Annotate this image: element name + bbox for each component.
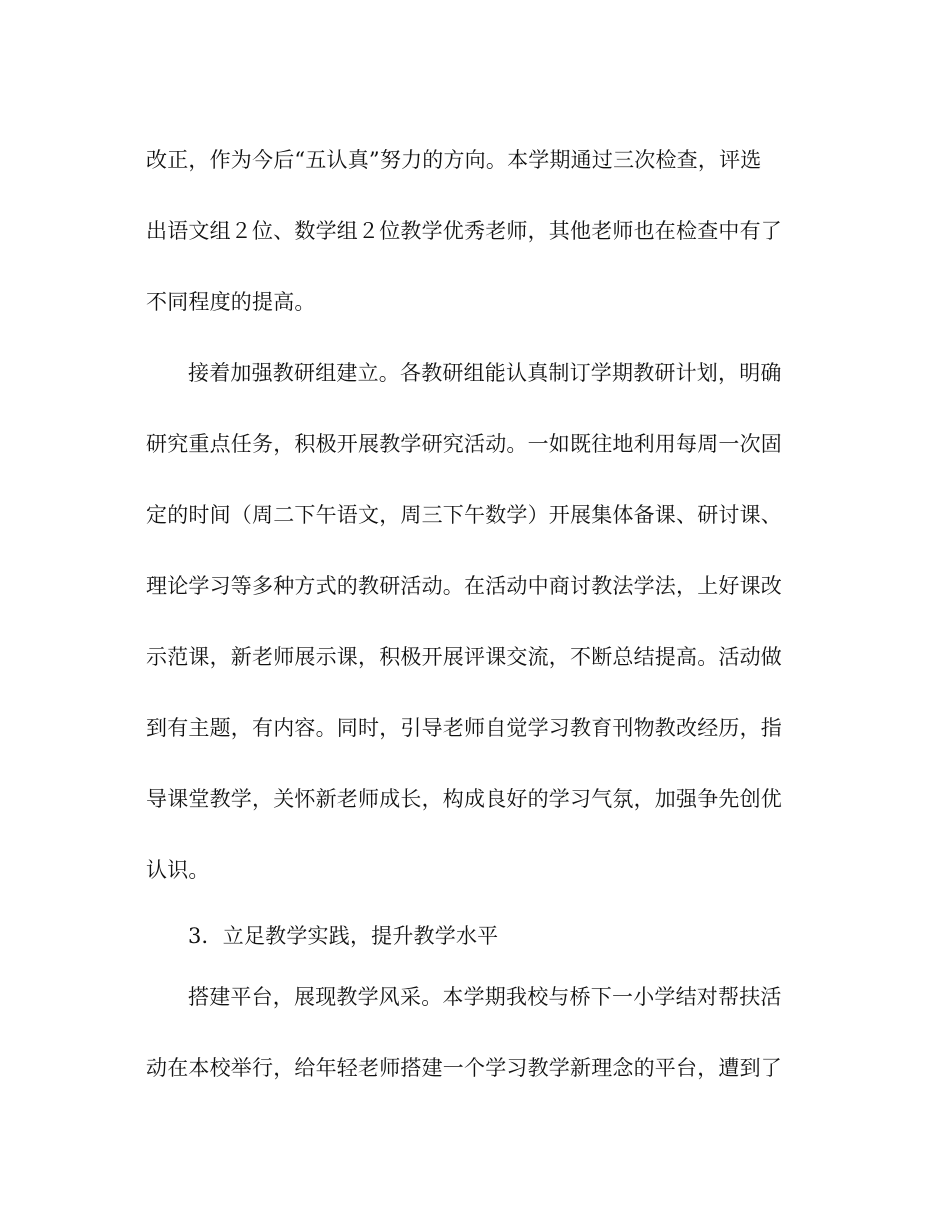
text-line: 改正，作为今后“五认真”努力的方向。本学期通过三次检查，评选 <box>146 148 762 172</box>
text-line: 示范课，新老师展示课，积极开展评课交流，不断总结提高。活动做 <box>146 645 782 669</box>
text-line: 到有主题，有内容。同时，引导老师自觉学习教育刊物教改经历，指 <box>146 716 782 740</box>
paragraph-first-line: 搭建平台，展现教学风采。本学期我校与桥下一小学结对帮扶活 <box>188 985 782 1009</box>
paragraph-first-line: 接着加强教研组建立。各教研组能认真制订学期教研计划，明确 <box>188 361 782 385</box>
section-heading: 3．立足教学实践，提升教学水平 <box>188 924 499 948</box>
text-line: 动在本校举行，给年轻老师搭建一个学习教学新理念的平台，遭到了 <box>146 1056 782 1080</box>
text-line: 研究重点任务，积极开展教学研究活动。一如既往地利用每周一次固 <box>146 432 782 456</box>
text-line: 出语文组２位、数学组２位教学优秀老师，其他老师也在检查中有了 <box>146 219 782 243</box>
text-line: 理论学习等多种方式的教研活动。在活动中商讨教法学法，上好课改 <box>146 574 782 598</box>
text-line: 导课堂教学，关怀新老师成长，构成良好的学习气氛，加强争先创优 <box>146 787 782 811</box>
text-line: 不同程度的提高。 <box>146 290 316 314</box>
text-line: 定的时间（周二下午语文，周三下午数学）开展集体备课、研讨课、 <box>146 503 782 527</box>
text-line: 认识。 <box>146 858 210 882</box>
